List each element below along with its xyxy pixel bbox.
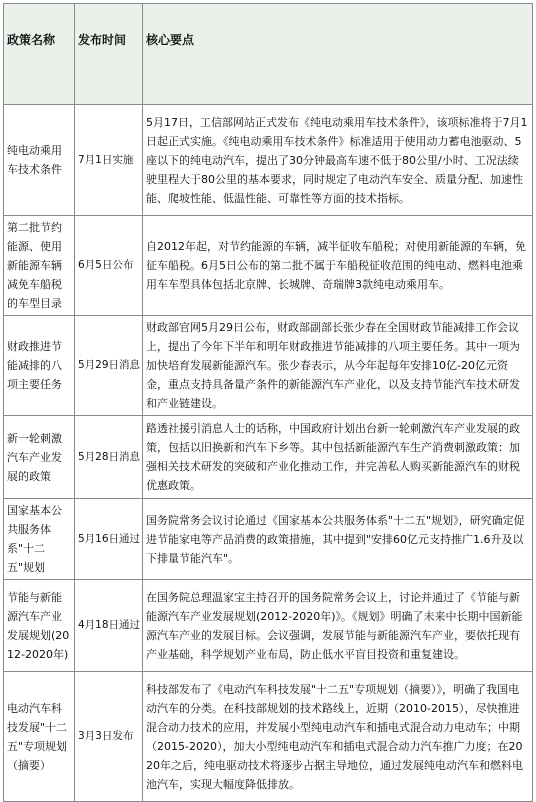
table-row	[4, 416, 533, 499]
key-points-cell: 路透社援引消息人士的话称，中国政府计划出台新一轮刺激汽车产业发展的政策，包括以旧换新和汽车下乡等。其中包括新能源汽车生产消费刺激政策：加强相关技术研发的突破和产业化推动工作，并完善私人购买新能源汽车的财税优惠政策。	[143, 416, 533, 499]
policy-name-cell: 国家基本公共服务体系"十二五"规划	[4, 499, 75, 580]
policy-name-cell: 纯电动乘用车技术条件	[4, 105, 75, 216]
release-date-cell: 4月18日通过	[75, 580, 143, 672]
table-row	[4, 499, 533, 580]
policy-name-cell: 新一轮刺激汽车产业发展的政策	[4, 416, 75, 499]
release-date-cell: 5月16日通过	[75, 499, 143, 580]
policy-name-cell: 财政推进节能减排的八项主要任务	[4, 316, 75, 416]
release-date-cell: 3月3日发布	[75, 672, 143, 802]
table-row	[4, 580, 533, 672]
table-row	[4, 105, 533, 216]
table-row	[4, 672, 533, 802]
policy-name-cell: 电动汽车科技发展"十二五"专项规划（摘要）	[4, 672, 75, 802]
header-policy-name: 政策名称	[4, 4, 75, 105]
release-date-cell: 5月29日消息	[75, 316, 143, 416]
key-points-cell: 在国务院总理温家宝主持召开的国务院常务会议上，讨论并通过了《节能与新能源汽车产业发展规划(2012-2020年)》。《规划》明确了未来中长期中国新能源汽车产业的发展目标。会议强调，发展节能与新能源汽车产业，要依托现有产业基础，科学规划产业布局，防止低水平盲目投资和重复建设。	[143, 580, 533, 672]
table-header-row	[4, 4, 533, 105]
policy-name-cell: 节能与新能源汽车产业发展规划(2012-2020年)	[4, 580, 75, 672]
key-points-cell: 自2012年起，对节约能源的车辆，减半征收车船税；对使用新能源的车辆，免征车船税。6月5日公布的第二批不属于车船税征收范围的纯电动、燃料电池乘用车车型具体包括北京牌、长城牌、奇瑞牌3款纯电动乘用车。	[143, 216, 533, 316]
key-points-cell: 国务院常务会议讨论通过《国家基本公共服务体系"十二五"规划》，研究确定促进节能家电等产品消费的政策措施，其中提到"安排60亿元支持推广1.6升及以下排量节能汽车"。	[143, 499, 533, 580]
table-row	[4, 316, 533, 416]
release-date-cell: 6月5日公布	[75, 216, 143, 316]
header-release-date: 发布时间	[75, 4, 143, 105]
key-points-cell: 5月17日，工信部网站正式发布《纯电动乘用车技术条件》，该项标准将于7月1日起正式实施。《纯电动乘用车技术条件》标准适用于使用动力蓄电池驱动、5座以下的纯电动汽车，提出了30分钟最高车速不低于80公里/小时、工况法续驶里程大于80公里的基本要求，同时规定了电动汽车安全、质量分配、加速性能、爬坡性能、低温性能、可靠性等方面的技术指标。	[143, 105, 533, 216]
key-points-cell: 财政部官网5月29日公布，财政部副部长张少春在全国财政节能减排工作会议上，提出了今年下半年和明年财政推进节能减排的八项主要任务。其中一项为加快培育发展新能源汽车。张少春表示，从今年起每年安排10亿-20亿元资金，重点支持具备量产条件的新能源汽车产业化，以及支持节能汽车技术研发和产业链建设。	[143, 316, 533, 416]
release-date-cell: 7月1日实施	[75, 105, 143, 216]
table-row	[4, 216, 533, 316]
key-points-cell: 科技部发布了《电动汽车科技发展"十二五"专项规划（摘要）》，明确了我国电动汽车的分类。在科技部规划的技术路线上，近期（2010-2015），尽快推进混合动力技术的应用，并发展小型纯电动汽车和插电式混合动力电动车；中期（2015-2020），加大小型纯电动汽车和插电式混合动力汽车推广力度；在2020年之后，纯电驱动技术将逐步占据主导地位，通过发展纯电动汽车和燃料电池汽车，实现大幅度降低排放。	[143, 672, 533, 802]
policy-name-cell: 第二批节约能源、使用新能源车辆减免车船税的车型目录	[4, 216, 75, 316]
header-key-points: 核心要点	[143, 4, 533, 105]
release-date-cell: 5月28日消息	[75, 416, 143, 499]
policy-table	[3, 3, 533, 802]
